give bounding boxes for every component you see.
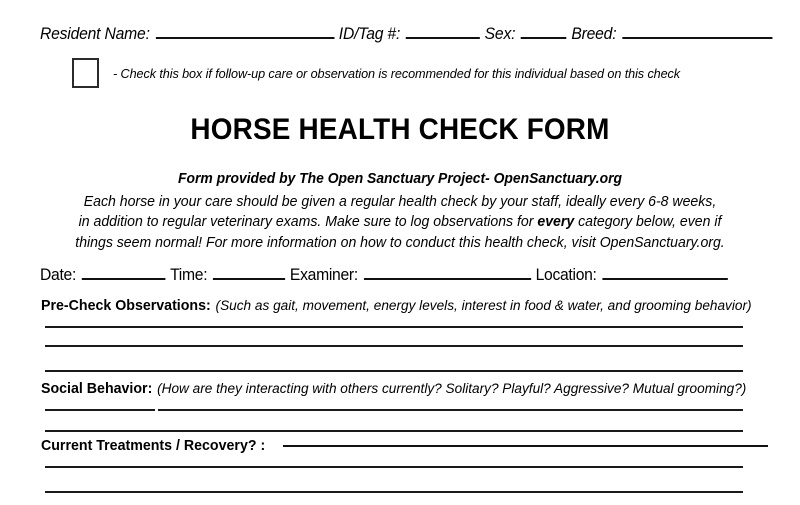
- write-line-pre-check-2[interactable]: [45, 345, 743, 347]
- resident-name-label: Resident Name:: [40, 25, 150, 44]
- breed-label: Breed:: [571, 25, 617, 44]
- write-line-treatments-1[interactable]: [45, 466, 743, 468]
- breed-field[interactable]: [622, 22, 772, 39]
- sex-label: Sex:: [484, 25, 516, 44]
- section-label-current-treatments: Current Treatments / Recovery? :: [41, 438, 266, 454]
- section-heading-pre-check-observations: [41, 298, 752, 314]
- time-field[interactable]: [213, 263, 285, 280]
- time-label: Time:: [170, 266, 208, 285]
- meta-row: [40, 263, 732, 285]
- current-treatments-field[interactable]: [283, 445, 768, 447]
- section-label-pre-check-observations: Pre-Check Observations:: [41, 298, 211, 314]
- section-heading-social-behavior: [41, 381, 746, 397]
- followup-checkbox[interactable]: [72, 58, 99, 88]
- followup-checkbox-label: - Check this box if follow-up care or observation is recommended for this individual based on this check: [113, 65, 681, 81]
- section-hint-social-behavior: (How are they interacting with others currently? Solitary? Playful? Aggressive? Mutual grooming?): [157, 381, 747, 397]
- followup-row: [72, 58, 704, 88]
- location-field[interactable]: [602, 263, 727, 280]
- intro-emphasis: every: [537, 214, 575, 230]
- location-label: Location:: [535, 266, 597, 285]
- section-hint-pre-check-observations: (Such as gait, movement, energy levels, interest in food & water, and grooming behavior): [215, 298, 752, 314]
- intro-block: [53, 169, 748, 253]
- date-label: Date:: [40, 266, 77, 285]
- write-line-pre-check-1[interactable]: [45, 326, 743, 328]
- section-heading-current-treatments: [41, 438, 800, 454]
- write-line-social-1a[interactable]: [45, 409, 155, 411]
- id-tag-field[interactable]: [406, 22, 480, 39]
- intro-line-2: [53, 212, 748, 233]
- examiner-label: Examiner:: [289, 266, 358, 285]
- date-field[interactable]: [82, 263, 166, 280]
- provider-credit: Form provided by The Open Sanctuary Project- OpenSanctuary.org: [178, 171, 622, 187]
- examiner-field[interactable]: [364, 263, 531, 280]
- write-line-pre-check-3[interactable]: [45, 370, 743, 372]
- page-title: HORSE HEALTH CHECK FORM: [190, 113, 610, 146]
- resident-name-field[interactable]: [155, 22, 334, 39]
- identity-line: [40, 22, 777, 44]
- id-tag-label: ID/Tag #:: [338, 25, 401, 44]
- section-label-social-behavior: Social Behavior:: [41, 381, 153, 397]
- intro-line-2-after: category below, even if: [574, 214, 722, 230]
- intro-line-3: things seem normal! For more information on how to conduct this health check, visit OpenSanctuary.org.: [75, 234, 725, 251]
- intro-line-1: Each horse in your care should be given a regular health check by your staff, ideally every 6-8 weeks,: [83, 193, 717, 210]
- intro-line-2-before: in addition to regular veterinary exams. Make sure to log observations for: [78, 214, 538, 230]
- write-line-treatments-2[interactable]: [45, 491, 743, 493]
- sex-field[interactable]: [521, 22, 567, 39]
- write-line-social-1b[interactable]: [158, 409, 743, 411]
- write-line-social-2[interactable]: [45, 430, 743, 432]
